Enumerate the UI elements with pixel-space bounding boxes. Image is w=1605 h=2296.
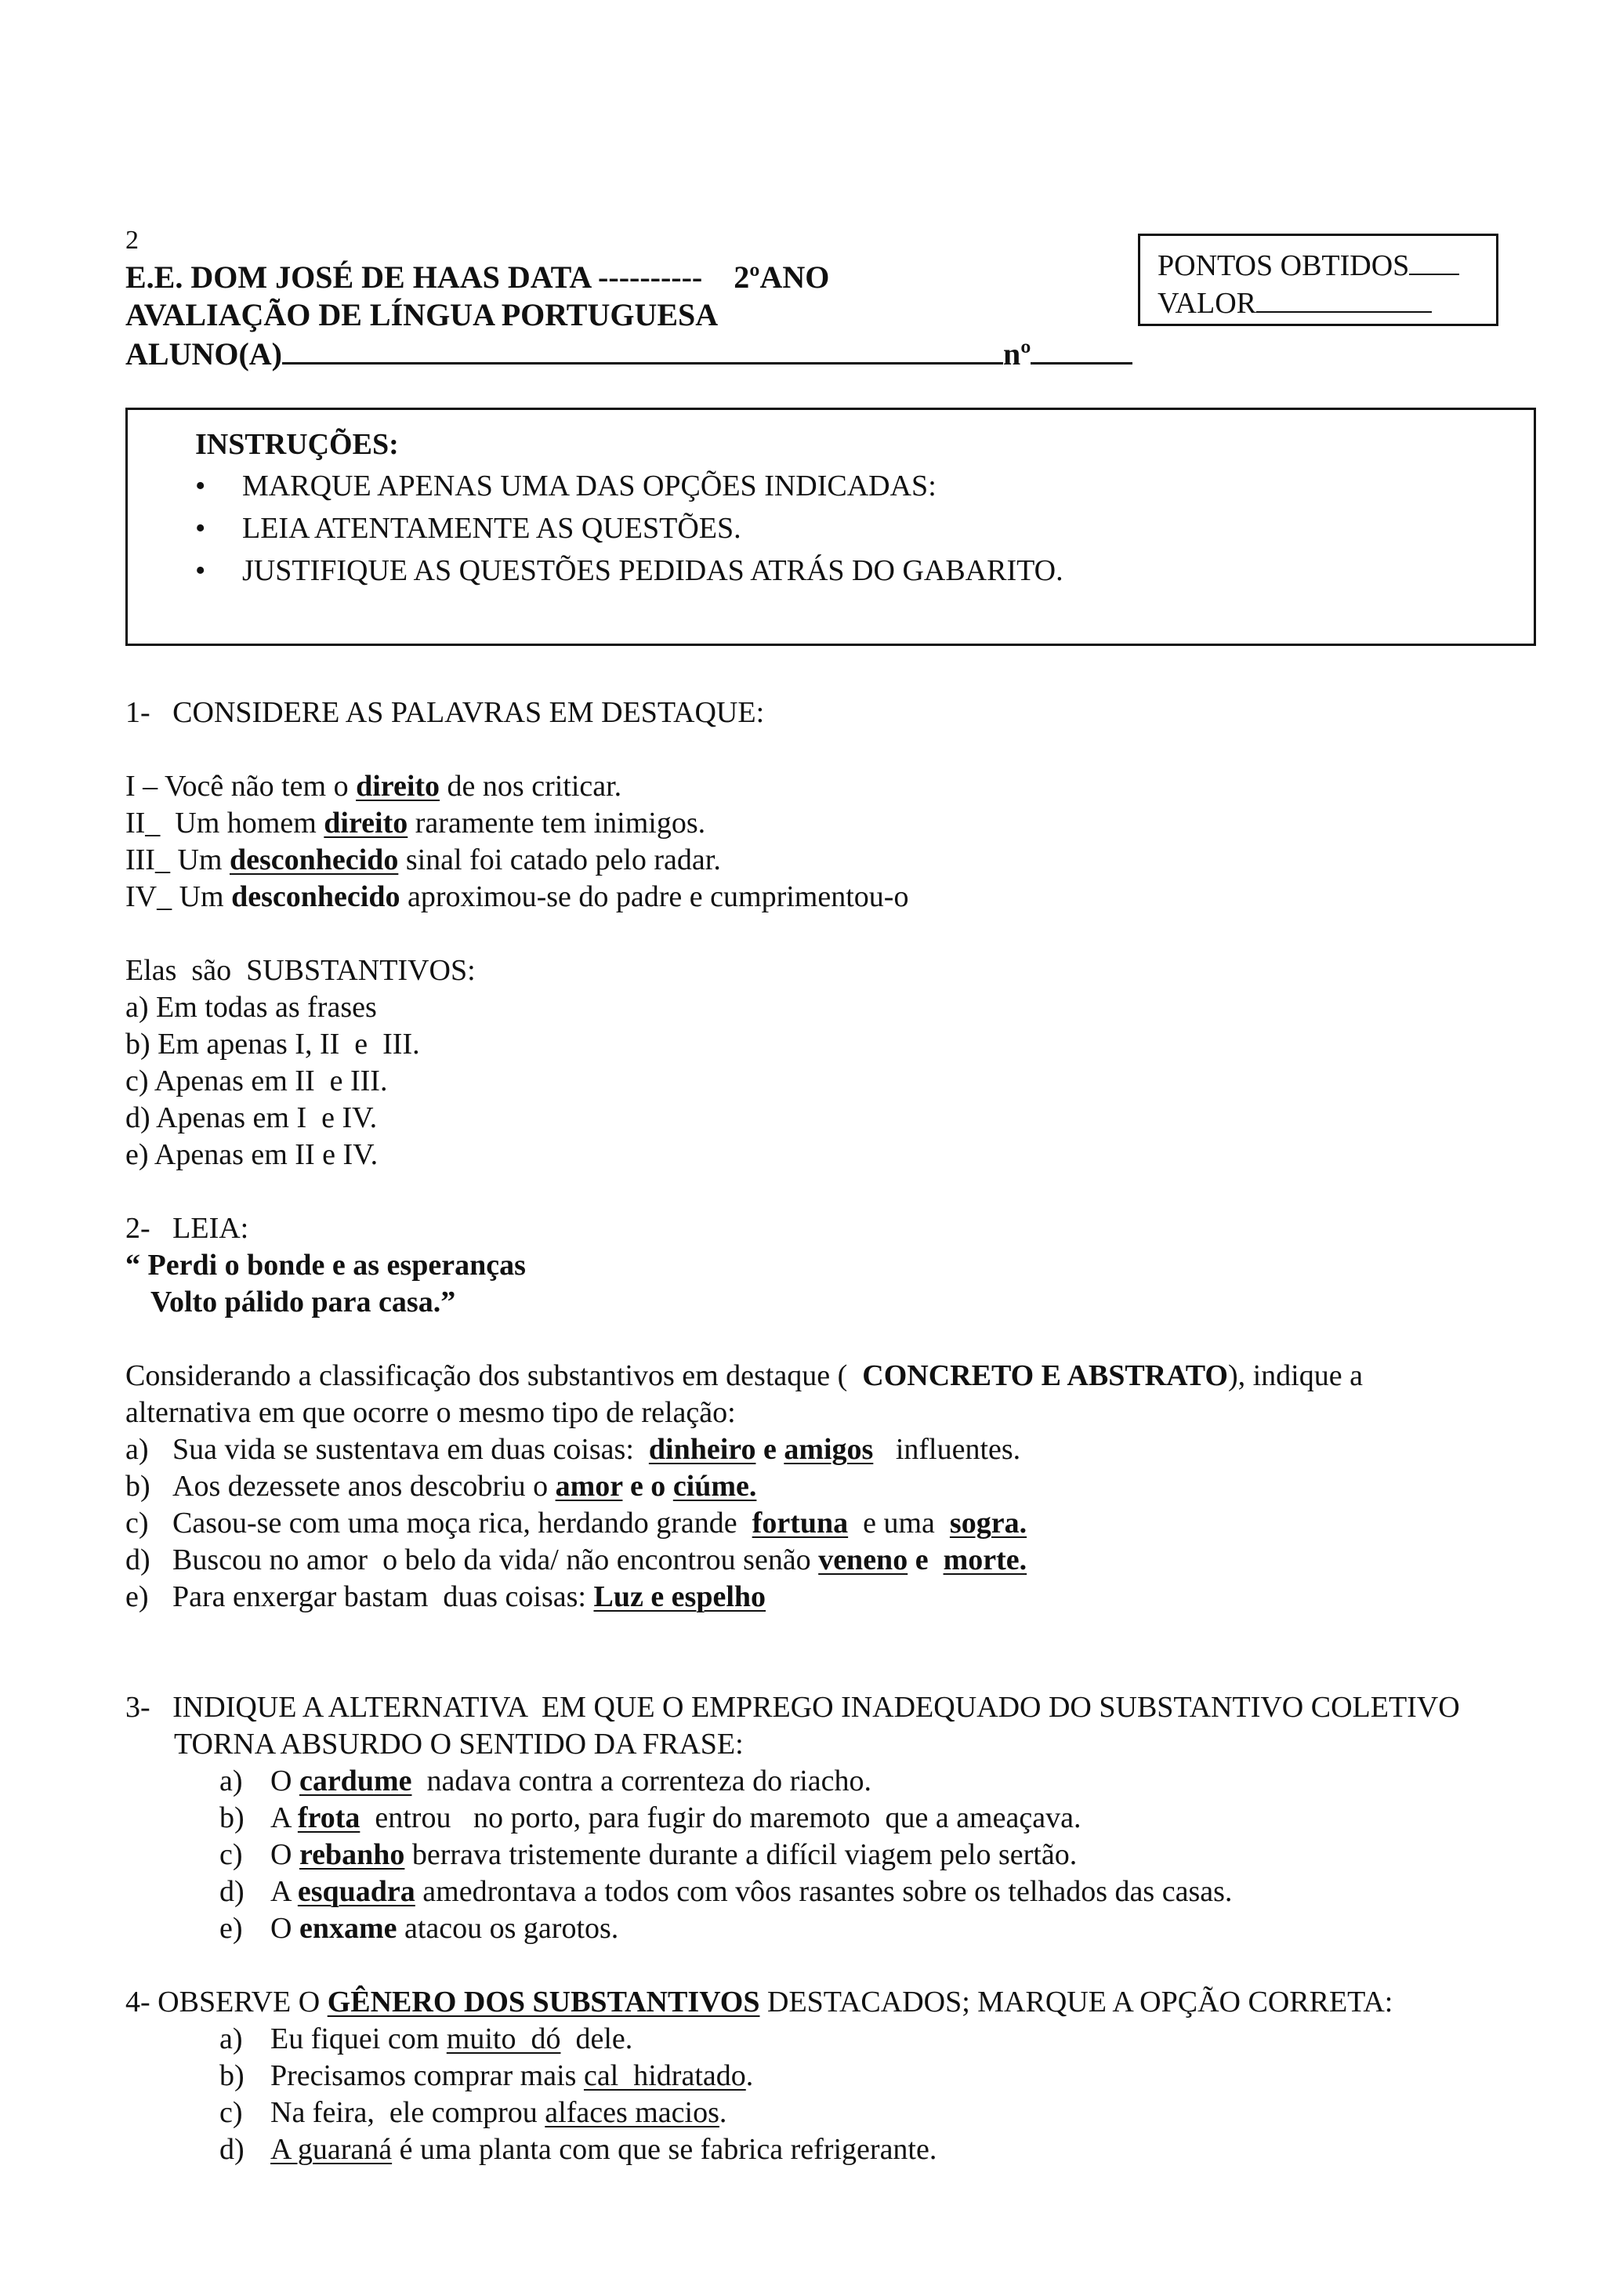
- question-3-prompt: [125, 1689, 1480, 1763]
- option-e[interactable]: e) Para enxergar bastam duas coisas: Luz e espelho: [125, 1580, 766, 1613]
- option-a[interactable]: a) Sua vida se sustentava em duas coisas: dinheiro e amigos influentes.: [125, 1433, 1021, 1466]
- sentence-2: II_ Um homem direito raramente tem inimigos.: [125, 807, 706, 840]
- question-2-stem: Considerando a classificação dos substantivos em destaque ( CONCRETO E ABSTRATO), indique a alternativa em que ocorre o mesmo tipo de relação:: [125, 1359, 1363, 1429]
- question-text: CONSIDERE AS PALAVRAS EM DESTAQUE:: [172, 696, 765, 729]
- student-number-blank: [1031, 334, 1132, 365]
- bullet-icon: •: [195, 554, 206, 587]
- option-b[interactable]: b) Em apenas I, II e III.: [125, 1028, 420, 1061]
- sentence-4: IV_ Um desconhecido aproximou-se do padre e cumprimentou-o: [125, 880, 909, 913]
- question-text: LEIA:: [172, 1212, 249, 1245]
- instruction-text: LEIA ATENTAMENTE AS QUESTÕES.: [242, 512, 741, 545]
- sentence-3: III_ Um desconhecido sinal foi catado pelo radar.: [125, 843, 721, 876]
- student-label: ALUNO(A): [125, 336, 282, 372]
- option-e[interactable]: e) Apenas em II e IV.: [125, 1138, 379, 1171]
- highlighted-word: desconhecido: [229, 843, 399, 876]
- bullet-icon: •: [195, 512, 206, 545]
- question-1-stem: Elas são SUBSTANTIVOS:: [125, 954, 476, 987]
- option-a[interactable]: a) O cardume nadava contra a correnteza do riacho.: [219, 1765, 872, 1797]
- option-d[interactable]: d) A guaraná é uma planta com que se fabrica refrigerante.: [219, 2133, 937, 2166]
- option-b[interactable]: b) Aos dezessete anos descobriu o amor e o ciúme.: [125, 1470, 757, 1503]
- score-box: [1138, 234, 1498, 326]
- option-b[interactable]: b) Precisamos comprar mais cal hidratado.: [219, 2059, 754, 2092]
- school-line: [125, 259, 1132, 296]
- highlighted-word: desconhecido: [231, 880, 400, 913]
- points-row: [1158, 247, 1496, 285]
- question-number: 1-: [125, 696, 150, 729]
- exam-content: [125, 695, 1480, 2168]
- school-name-date: E.E. DOM JOSÉ DE HAAS DATA ----------: [125, 259, 703, 295]
- question-number: 2-: [125, 1212, 150, 1245]
- prompt-emphasis: GÊNERO DOS SUBSTANTIVOS: [327, 1986, 760, 2019]
- value-label: VALOR: [1158, 287, 1256, 320]
- option-d[interactable]: d) Buscou no amor o belo da vida/ não encontrou senão veneno e morte.: [125, 1543, 1027, 1576]
- option-c[interactable]: c) Na feira, ele comprou alfaces macios.: [219, 2096, 727, 2129]
- question-4-prompt: 4- OBSERVE O GÊNERO DOS SUBSTANTIVOS DESTACADOS; MARQUE A OPÇÃO CORRETA:: [125, 1986, 1393, 2019]
- question-1-prompt: [125, 695, 1480, 731]
- bullet-icon: •: [195, 470, 206, 502]
- instruction-item: [195, 507, 1534, 550]
- option-a[interactable]: a) Em todas as frases: [125, 991, 377, 1024]
- instruction-text: JUSTIFIQUE AS QUESTÕES PEDIDAS ATRÁS DO GABARITO.: [242, 554, 1063, 587]
- option-c[interactable]: c) O rebanho berrava tristemente durante a difícil viagem pelo sertão.: [219, 1838, 1078, 1871]
- question-number: 3-: [125, 1691, 150, 1724]
- sentence-1: I – Você não tem o direito de nos criticar.: [125, 770, 622, 803]
- option-d[interactable]: d) A esquadra amedrontava a todos com vôos rasantes sobre os telhados das casas.: [219, 1875, 1233, 1908]
- question-2: [125, 1210, 1480, 1616]
- exam-title: AVALIAÇÃO DE LÍNGUA PORTUGUESA: [125, 297, 719, 332]
- question-3: [125, 1689, 1480, 1947]
- option-d[interactable]: d) Apenas em I e IV.: [125, 1101, 378, 1134]
- highlighted-word: direito: [324, 807, 408, 840]
- instructions-title: INSTRUÇÕES:: [195, 428, 399, 461]
- exam-header: [125, 259, 1132, 373]
- instruction-text: MARQUE APENAS UMA DAS OPÇÕES INDICADAS:: [242, 470, 937, 502]
- student-line: [125, 334, 1132, 373]
- student-name-blank: [282, 334, 1003, 365]
- instructions-box: [125, 408, 1536, 646]
- page-number: 2: [125, 226, 139, 255]
- option-c[interactable]: c) Apenas em II e III.: [125, 1065, 388, 1097]
- instruction-item: [195, 550, 1534, 592]
- quote-line-1: “ Perdi o bonde e as esperanças: [125, 1249, 526, 1282]
- points-blank: [1409, 247, 1459, 275]
- question-4: [125, 1984, 1480, 2168]
- option-b[interactable]: b) A frota entrou no porto, para fugir do maremoto que a ameaçava.: [219, 1801, 1081, 1834]
- option-c[interactable]: c) Casou-se com uma moça rica, herdando grande fortuna e uma sogra.: [125, 1507, 1027, 1540]
- value-row: [1158, 285, 1496, 322]
- stem-emphasis: CONCRETO E ABSTRATO: [862, 1359, 1228, 1392]
- points-label: PONTOS OBTIDOS: [1158, 249, 1410, 282]
- quote-line-2: Volto pálido para casa.”: [150, 1286, 456, 1318]
- question-2-prompt: [125, 1210, 1480, 1247]
- question-text: INDIQUE A ALTERNATIVA EM QUE O EMPREGO INADEQUADO DO SUBSTANTIVO COLETIVO TORNA ABSURDO O SENTIDO DA FRASE:: [172, 1691, 1467, 1761]
- instructions-list: [195, 465, 1534, 592]
- highlighted-word: direito: [356, 770, 440, 803]
- question-1: [125, 695, 1480, 1173]
- grade-label: 2ºANO: [734, 259, 830, 295]
- option-e[interactable]: e) O enxame atacou os garotos.: [219, 1912, 619, 1945]
- value-blank: [1256, 285, 1432, 313]
- number-label: nº: [1002, 336, 1031, 372]
- instruction-item: [195, 465, 1534, 507]
- option-a[interactable]: a) Eu fiquei com muito dó dele.: [219, 2022, 633, 2055]
